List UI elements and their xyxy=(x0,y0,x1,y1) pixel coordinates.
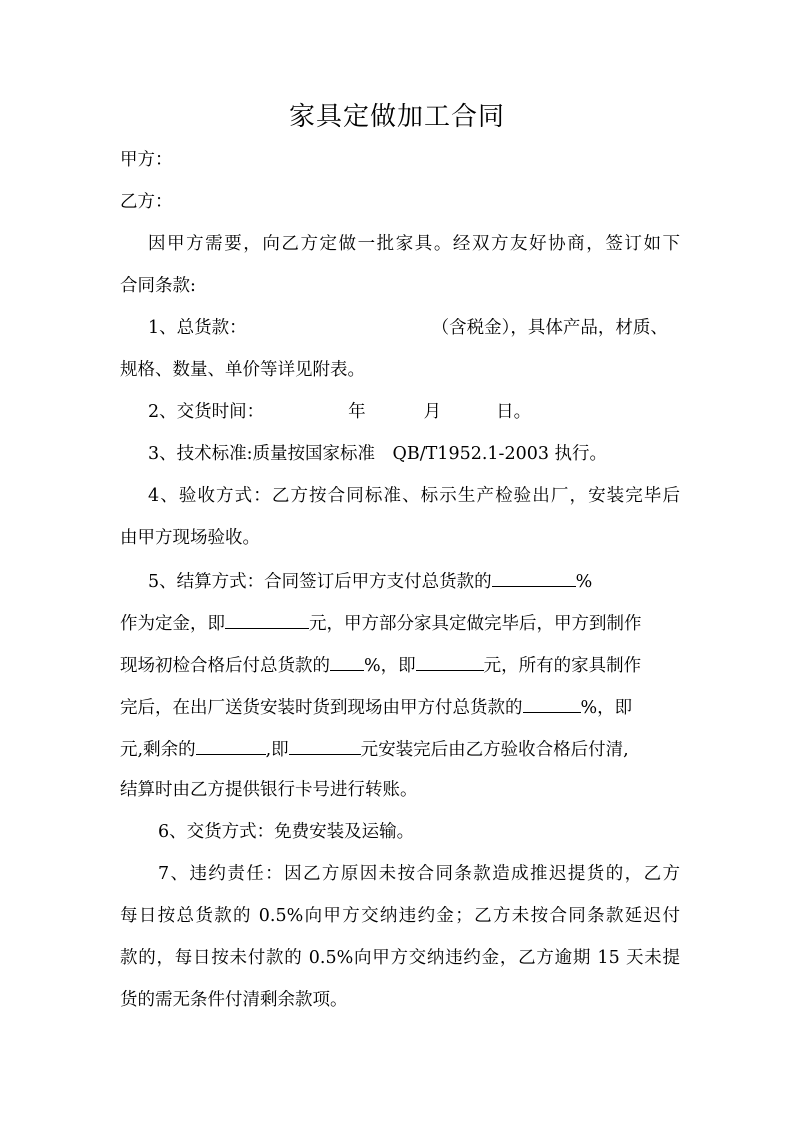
delivery-pct-text: %，即 xyxy=(580,698,633,718)
inspection-pct-text: %，即 xyxy=(364,656,416,676)
clause-5-line-1 xyxy=(120,568,680,594)
inspection-percent-blank[interactable] xyxy=(330,652,364,671)
clause-1-line-1 xyxy=(120,316,680,340)
intro-line-2: 合同条款: xyxy=(120,276,196,296)
inspection-rest-text: 元，所有的家具制作 xyxy=(483,656,642,676)
clause-5-line-2 xyxy=(120,610,680,636)
remaining-amount-blank[interactable] xyxy=(196,736,266,755)
deposit-rest-text: 元，甲方部分家具定做完毕后，甲方到制作 xyxy=(309,614,642,634)
clause-7-line-3: 款的，每日按未付款的 0.5%向甲方交纳违约金，乙方逾期 15 天未提 xyxy=(120,948,680,968)
intro-line-1: 因甲方需要，向乙方定做一批家具。经双方友好协商，签订如下 xyxy=(148,234,680,254)
delivery-payment-text: 完后，在出厂送货安装时货到现场由甲方付总货款的 xyxy=(120,698,523,718)
clause-2-day: 日。 xyxy=(496,402,532,422)
clause-5-line-5 xyxy=(120,736,680,762)
remaining-text: 元,剩余的 xyxy=(120,740,196,760)
clause-2-label: 2、交货时间： xyxy=(148,402,265,422)
clause-5-line-3 xyxy=(120,652,680,678)
inspection-amount-blank[interactable] xyxy=(416,652,484,671)
clause-3-line: 3、技术标准:质量按国家标准 QB/T1952.1-2003 执行。 xyxy=(148,444,608,464)
clause-1-label: 1、总货款： xyxy=(148,318,247,338)
clause-1-tax-text: （含税金），具体产品，材质、 xyxy=(431,318,668,338)
final-payment-text: 元安装完后由乙方验收合格后付清, xyxy=(360,740,629,760)
clause-5-label: 5、结算方式：合同签订后甲方支付总货款的 xyxy=(148,572,492,592)
final-amount-blank[interactable] xyxy=(289,736,361,755)
clause-7-line-1: 7、违约责任：因乙方原因未按合同条款造成推迟提货的，乙方 xyxy=(158,864,680,884)
delivery-percent-blank[interactable] xyxy=(523,694,581,713)
clause-4-line-2: 由甲方现场验收。 xyxy=(120,528,260,548)
inspection-text: 现场初检合格后付总货款的 xyxy=(120,656,330,676)
page-title: 家具定做加工合同 xyxy=(288,102,505,132)
clause-7-line-4: 货的需无条件付清剩余款项。 xyxy=(120,990,348,1010)
deposit-amount-blank[interactable] xyxy=(225,610,309,629)
party-a-line: 甲方： xyxy=(120,150,173,170)
deposit-percent-blank[interactable] xyxy=(492,568,576,587)
clause-5-line-4 xyxy=(120,694,680,720)
clause-6-line: 6、交货方式：免费安装及运输。 xyxy=(158,822,415,842)
clause-5-percent-sign: % xyxy=(575,572,593,592)
clause-2-month: 月 xyxy=(423,402,442,422)
clause-1-line-2: 规格、数量、单价等详见附表。 xyxy=(120,360,365,380)
party-b-line: 乙方： xyxy=(120,192,173,212)
clause-2-year: 年 xyxy=(348,402,366,422)
clause-5-line-6: 结算时由乙方提供银行卡号进行转账。 xyxy=(120,780,418,800)
clause-4-line-1: 4、验收方式：乙方按合同标准、标示生产检验出厂，安装完毕后 xyxy=(148,486,680,506)
clause-7-line-2: 每日按总货款的 0.5%向甲方交纳违约金；乙方未按合同条款延迟付 xyxy=(120,906,680,926)
clause-2-line xyxy=(120,400,680,424)
remaining-equals-text: ,即 xyxy=(265,740,289,760)
deposit-text: 作为定金，即 xyxy=(120,614,225,634)
